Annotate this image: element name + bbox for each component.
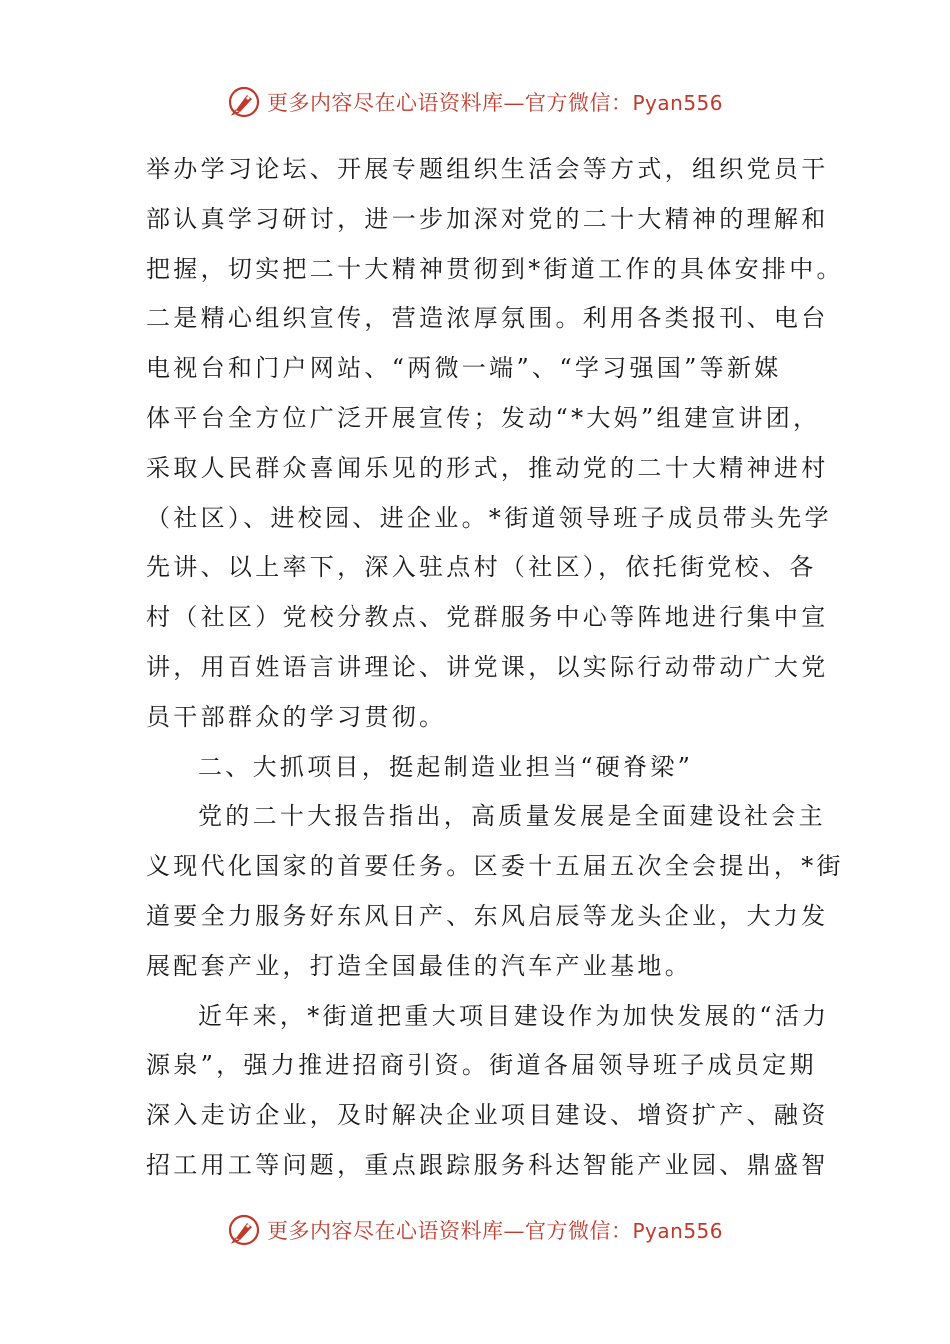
text-line: 近年来，*街道把重大项目建设作为加快发展的“活力 (198, 1001, 830, 1030)
text-line: 举办学习论坛、开展专题组织生活会等方式，组织党员干 (146, 155, 829, 183)
text-line: 二是精心组织宣传，营造浓厚氛围。利用各类报刊、电台 (146, 304, 829, 333)
watermark-banner-top (0, 82, 950, 122)
text-line: 部认真学习研讨，进一步加深对党的二十大精神的理解和 (146, 204, 829, 233)
watermark-handle: Pyan556 (632, 1219, 723, 1243)
watermark-banner-bottom (0, 1210, 950, 1250)
text-line: 讲，用百姓语言讲理论、讲党课，以实际行动带动广大党 (146, 652, 829, 681)
text-line: 源泉”，强力推进招商引资。街道各届领导班子成员定期 (146, 1051, 817, 1080)
pen-nib-icon (227, 1213, 261, 1247)
watermark-text: 更多内容尽在心语资料库—官方微信：Pyan556 (266, 91, 723, 115)
text-line: 义现代化国家的首要任务。区委十五届五次全会提出，*街 (146, 852, 844, 881)
pen-nib-icon (227, 85, 261, 119)
text-line: 把握，切实把二十大精神贯彻到*街道工作的具体安排中。 (146, 254, 844, 283)
watermark-text: 更多内容尽在心语资料库—官方微信：Pyan556 (266, 1219, 723, 1243)
section-heading: 二、大抓项目，挺起制造业担当“硬脊梁” (198, 752, 694, 781)
text-line: 深入走访企业，及时解决企业项目建设、增资扩产、融资 (146, 1101, 829, 1130)
text-line: 先讲、以上率下，深入驻点村（社区），依托街党校、各 (146, 553, 817, 582)
text-line: 党的二十大报告指出，高质量发展是全面建设社会主 (198, 802, 826, 831)
text-line: 电视台和门户网站、“两微一端”、“学习强国”等新媒 (146, 354, 782, 383)
document-body (146, 145, 844, 1191)
text-line: 道要全力服务好东风日产、东风启辰等龙头企业，大力发 (146, 901, 829, 930)
text-line: 村（社区）党校分教点、党群服务中心等阵地进行集中宣 (146, 603, 829, 632)
text-line: 员干部群众的学习贯彻。 (146, 702, 447, 731)
text-line: （社区）、进校园、进企业。*街道领导班子成员带头先学 (146, 503, 832, 532)
text-line: 招工用工等问题，重点跟踪服务科达智能产业园、鼎盛智 (146, 1150, 829, 1179)
watermark-handle: Pyan556 (632, 91, 723, 115)
text-line: 采取人民群众喜闻乐见的形式，推动党的二十大精神进村 (146, 453, 829, 482)
text-line: 展配套产业，打造全国最佳的汽车产业基地。 (146, 951, 692, 980)
text-line: 体平台全方位广泛开展宣传；发动“*大妈”组建宣讲团， (146, 403, 821, 432)
